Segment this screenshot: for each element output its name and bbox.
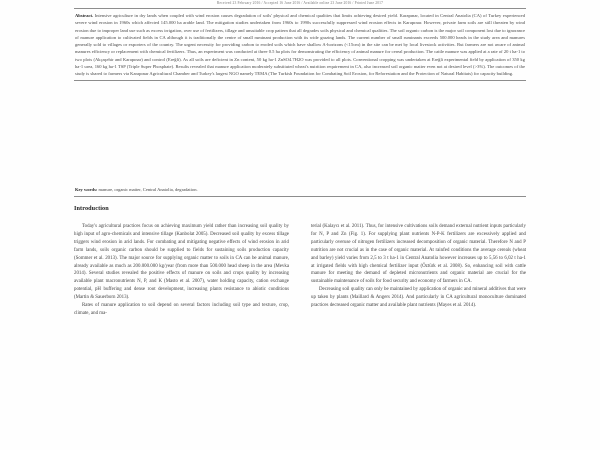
section-heading-introduction: Introduction xyxy=(74,205,109,212)
keywords-paragraph xyxy=(74,186,526,193)
abstract-body: Intensive agriculture in dry lands when coupled with wind erosion causes degradation of soils' physical and chemical qualities that limits achieving desired yield. Karapınar, located in Central Anatolia (CA) of Turkey experienced severe wind erosion in 1960s which affected 145.000 ha arable land. The mitigation studies undertaken from 1960s to 1990s successfully suppressed wind erosion effects in Karapınar. However, private farm soils are still threaten by wind erosion due to improper land use such as excess irrigation, over use of fertilizers, tillage and unsuitable crop pattern that all degrades soils physical and chemical qualities. The soil organic carbon is the major soil component lost due to ignorance of manure application to cultivated fields in CA although it is traditionally the centre of small ruminant production with its wide grazing lands. The current number of small ruminants exceeds 500.000 heads in the study area and manures generally sold to villages or exporters of the country. The urgent necessity for providing carbon to eroded soils which have shallow A-horizons (<15cm) in the site can be met by local livestock activities. But farmers are not aware of animal manures efficiency or replacement with chemical fertilizers. Thus, an experiment was conducted at three 0.5 ha plots for demonstrating the efficiency of animal manure for cereal production. The cattle manure was applied at a rate of 20 t ha-1 to two plots (Akçaşehir and Karapınar) and control (Ereğli). As all soils are deficient in Zn content, 50 kg ha-1 ZnSO4.7H2O was provided to all plots. Conventional cropping was undertaken at Ereğli experimental field by application of 350 kg ha-1 urea, 160 kg ha-1 TSP (Triple Super Phosphate). Results revealed that manure application moderately substituted wheat's nutrition requirement in CA, also increased soil organic matter even not at desired level (>3%). The outcomes of the study is shared to farmers via Karapınar Agricultural Chamber and Turkey's largest NGO namely TEMA (The Turkish Foundation for Combating Soil Erosion, for Reforestation and the Protection of Natural Habitats) for capacity building. xyxy=(75,13,525,76)
abstract-block xyxy=(74,8,526,81)
body-column-right xyxy=(311,223,526,447)
paragraph: terial (Kalaycı et al. 2011). Thus, for intensive cultivations soils demand external nutrient inputs particularly for N, P and Zn (Fig. 1). For supplying plant nutrients N-P-K fertilizers are excessively applied and particularly overuse of nitrogen fertilizers increased decomposition of organic material. Therefore N and P nutrition are not crucial as in the case of organic material. At rainfed conditions the average cereals (wheat and barley) yield varies from 2,5 to 3 t ha-1 in Central Anatolia however increases up to 5,56 to 6,02 t ha-1 at irrigated fields with high chemical fertilizer input (Öztürk et al. 2008). So, enhancing soil with cattle manure for meeting the demand of depleted micronutrients and organic material are crucial for the sustainable maintenance of soils for food security and economy of farmers in CA. xyxy=(311,224,526,285)
paragraph: Decreasing soil quality can only be maintained by application of organic and mineral additives that were up taken by plants (Maillard & Angers 2014). And particularly in CA agricultural monoculture dominated practices decreased organic matter and available plant nutrients (Mayes et al. 2014). xyxy=(311,287,526,309)
keywords-block xyxy=(74,186,526,197)
abstract-label: Abstract. xyxy=(75,13,94,18)
body-columns xyxy=(74,223,526,447)
publication-dates-line: Received 23 February 2016 / Accepted 16 June 2016 / Available online 23 June 2016 / Printed June 2017 xyxy=(216,1,384,5)
keywords-terms: manure, organic matter, Central Anatolia, degradation. xyxy=(98,187,198,192)
paragraph: Rates of manure application to soil depend on several factors including soil type and texture, crop, climate, and ma- xyxy=(74,303,289,316)
abstract-paragraph xyxy=(74,12,526,77)
paragraph: Today's agricultural practices focus on achieving maximum yield rather than increasing soil quality by high input of agro-chemicals and intensive tillage (Kanbolat 2005). Decreased soil quality by excess tillage triggers wind erosion in arid lands. For combating and mitigating negative effects of wind erosion in arid farm lands, soils organic carbon should be supplied to fields for sustaining soils production capacity (Sommer et al. 2013). The major source for supplying organic matter to soils in CA can be animal manure, already available as much as 200.000.000 kg/year (from more than 500.000 head sheep in the area (Mevka 2014). Several studies revealed the positive effects of manure on soils and crops quality by increasing available plant macronutrients N, P, and K (Masto et al. 2007), water holding capacity, cation exchange potential, pH buffering and dense root development, increasing plants resistance to abiotic conditions (Martin & Sauerborn 2013). xyxy=(74,224,289,301)
keywords-label: Key words: xyxy=(75,187,98,192)
body-column-left xyxy=(74,223,289,447)
